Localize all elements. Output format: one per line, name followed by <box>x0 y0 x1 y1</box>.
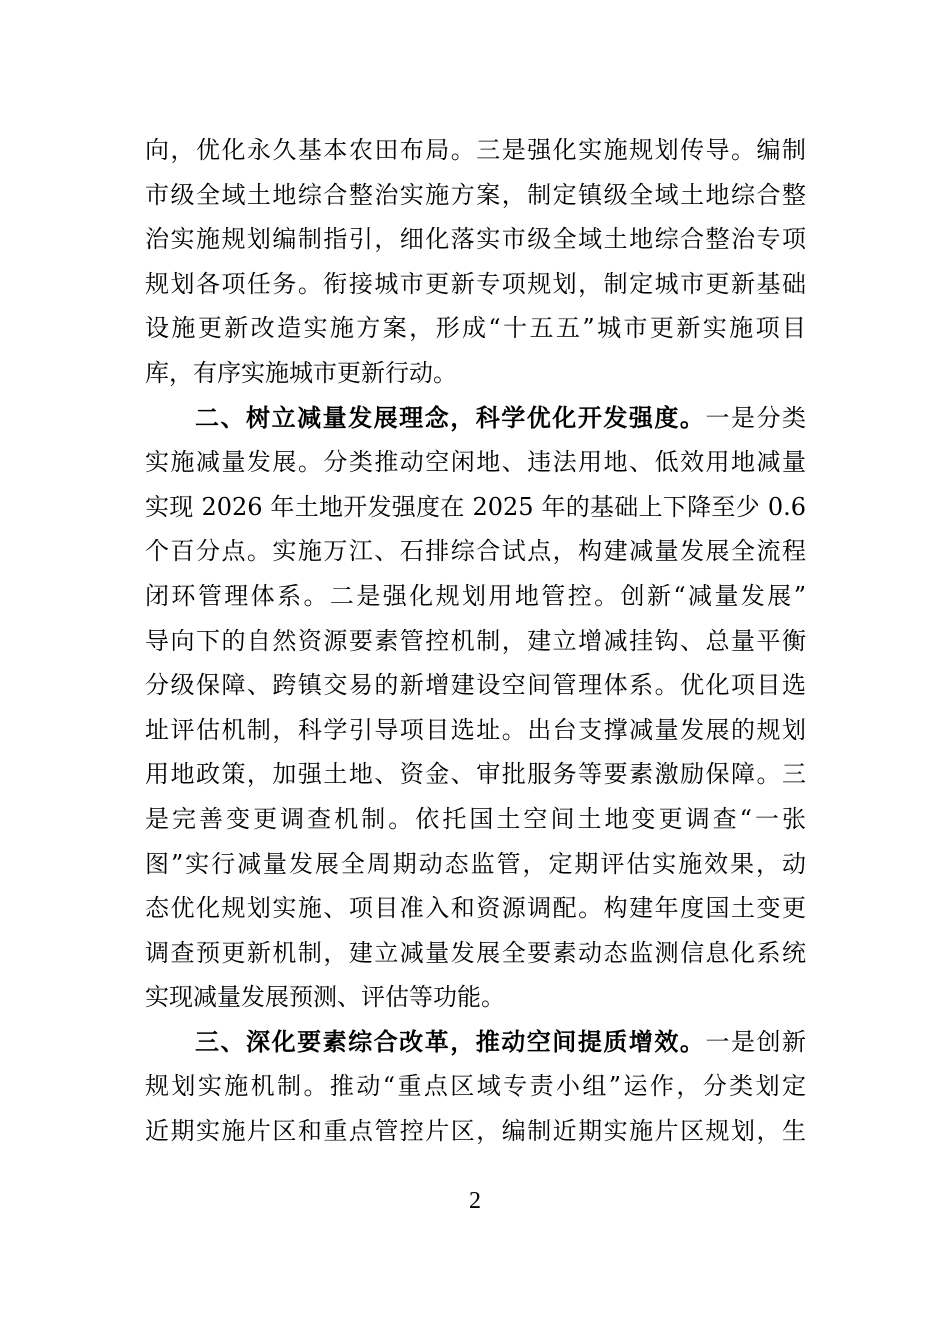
text-line: 态优化规划实施、项目准入和资源调配。构建年度国土变更 <box>145 894 806 923</box>
text-line: 实施减量发展。分类推动空闲地、违法用地、低效用地减量 <box>145 448 806 477</box>
section-heading: 二、树立减量发展理念，科学优化开发强度。 <box>195 402 706 432</box>
text-line: 规划实施机制。推动“重点区域专责小组”运作，分类划定 <box>145 1072 806 1101</box>
paragraph-1 <box>145 128 806 396</box>
text-line: 治实施规划编制指引，细化落实市级全域土地综合整治专项 <box>145 225 806 254</box>
text-line <box>145 396 806 441</box>
paragraph-3 <box>145 1020 806 1154</box>
text-line: 近期实施片区和重点管控片区，编制近期实施片区规划，生 <box>145 1117 806 1146</box>
text-line: 导向下的自然资源要素管控机制，建立增减挂钩、总量平衡 <box>145 626 806 655</box>
text-line: 市级全域土地综合整治实施方案，制定镇级全域土地综合整 <box>145 180 806 209</box>
text-line: 是完善变更调查机制。依托国土空间土地变更调查“一张 <box>145 804 806 833</box>
text-line: 调查预更新机制，建立减量发展全要素动态监测信息化系统 <box>145 938 806 967</box>
text-line: 设施更新改造实施方案，形成“十五五”城市更新实施项目 <box>145 314 806 343</box>
text-line: 实现 2026 年土地开发强度在 2025 年的基础上下降至少 0.6 <box>145 492 806 521</box>
text-line: 址评估机制，科学引导项目选址。出台支撑减量发展的规划 <box>145 715 806 744</box>
section-heading: 三、深化要素综合改革，推动空间提质增效。 <box>195 1026 706 1056</box>
text-span: 一是创新 <box>705 1027 807 1056</box>
text-line: 分级保障、跨镇交易的新增建设空间管理体系。优化项目选 <box>145 671 806 700</box>
paragraph-2 <box>145 396 806 1020</box>
text-line: 图”实行减量发展全周期动态监管，定期评估实施效果，动 <box>145 849 806 878</box>
text-line: 用地政策，加强土地、资金、审批服务等要素激励保障。三 <box>145 760 806 789</box>
text-line: 规划各项任务。衔接城市更新专项规划，制定城市更新基础 <box>145 269 806 298</box>
text-line: 闭环管理体系。二是强化规划用地管控。创新“减量发展” <box>145 581 806 610</box>
page-number: 2 <box>469 1188 481 1214</box>
text-line: 库，有序实施城市更新行动。 <box>145 358 457 387</box>
text-line <box>145 1020 806 1065</box>
text-span: 一是分类 <box>705 403 807 432</box>
text-line: 个百分点。实施万江、石排综合试点，构建减量发展全流程 <box>145 537 806 566</box>
text-line: 向，优化永久基本农田布局。三是强化实施规划传导。编制 <box>145 136 806 164</box>
document-body <box>145 128 806 1154</box>
text-line: 实现减量发展预测、评估等功能。 <box>145 983 505 1012</box>
